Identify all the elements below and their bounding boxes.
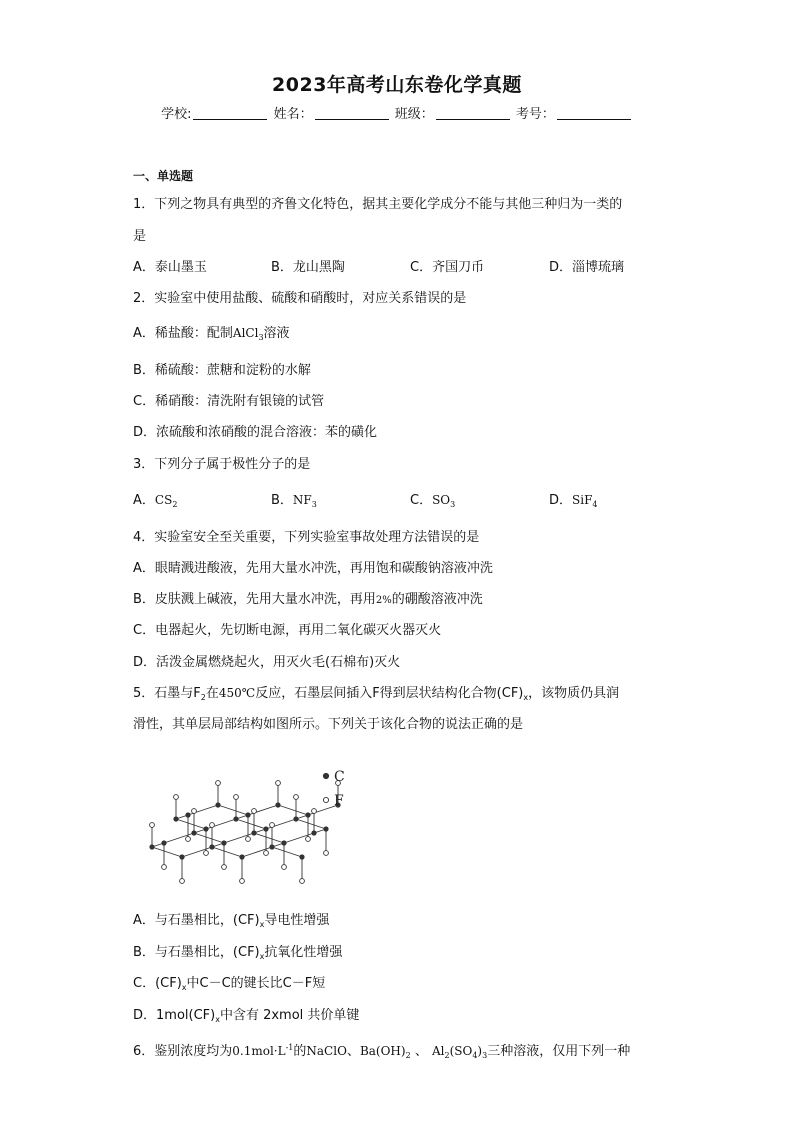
legend-f-dot xyxy=(323,797,328,802)
carbon-atom xyxy=(203,826,208,831)
q3-option-b[interactable]: B．$NF_3$ xyxy=(271,493,317,509)
fluorine-atom xyxy=(180,879,185,884)
carbon-atom xyxy=(149,844,154,849)
fluorine-atom xyxy=(324,851,329,856)
q6-stem: 6．鉴别浓度均为$0.1mol\cdot L^{-1}$的NaClO、$Ba(OH)_2$ 、 $Al_2(SO_4)_3$三种溶液，仅用下列一种 xyxy=(133,1043,631,1060)
fluorine-atom xyxy=(192,809,197,814)
fluorine-atom xyxy=(234,795,239,800)
carbon-atom xyxy=(185,812,190,817)
bond-line xyxy=(194,833,224,843)
carbon-atom xyxy=(305,812,310,817)
q5-option-d[interactable]: D．$1mol(CF)_x$中含有 2xmol 共价单键 xyxy=(133,1008,360,1024)
q2-stem: 2．实验室中使用盐酸、硫酸和硝酸时，对应关系错误的是 xyxy=(133,291,467,306)
q4-option-a[interactable]: A．眼睛溅进酸液，先用大量水冲洗，再用饱和碳酸钠溶液冲洗 xyxy=(133,561,493,576)
q2-a-text: A．稀盐酸：配制 xyxy=(133,326,233,341)
student-info-row xyxy=(0,103,794,122)
fluorine-atom xyxy=(306,837,311,842)
q1-option-c[interactable]: C．齐国刀币 xyxy=(410,260,485,275)
fluorine-atom xyxy=(210,823,215,828)
name-blank[interactable] xyxy=(315,107,389,120)
carbon-atom xyxy=(323,826,328,831)
fluorine-atom xyxy=(222,865,227,870)
school-blank[interactable] xyxy=(193,107,267,120)
legend-c-label: C xyxy=(334,769,345,785)
fluorine-atom xyxy=(282,865,287,870)
fluorine-atom xyxy=(312,809,317,814)
q5-stem-line2: 滑性，其单层局部结构如图所示。下列关于该化合物的说法正确的是 xyxy=(133,717,524,732)
q2-option-b[interactable]: B．稀硫酸：蔗糖和淀粉的水解 xyxy=(133,363,311,378)
carbon-atom xyxy=(209,844,214,849)
carbon-atom xyxy=(173,816,178,821)
q3-option-c[interactable]: C．$SO_3$ xyxy=(410,493,456,509)
fluorine-atom xyxy=(252,809,257,814)
carbon-atom xyxy=(251,830,256,835)
section-heading: 一、单选题 xyxy=(133,169,194,183)
carbon-atom xyxy=(263,826,268,831)
fluorine-atom xyxy=(264,851,269,856)
carbon-atom xyxy=(269,844,274,849)
carbon-atom xyxy=(215,802,220,807)
legend-f-label: F xyxy=(334,793,344,809)
q3-option-d[interactable]: D．SiF$_4$ xyxy=(549,493,598,509)
q1-option-d[interactable]: D．淄博琉璃 xyxy=(549,260,625,275)
q2-option-a[interactable] xyxy=(133,322,290,342)
carbon-atom xyxy=(311,830,316,835)
structure-diagram xyxy=(140,760,370,890)
fluorine-atom xyxy=(300,879,305,884)
bond-line xyxy=(218,805,248,815)
page-title: 2023年高考山东卷化学真题 xyxy=(272,74,522,96)
fluorine-atom xyxy=(150,823,155,828)
q2-a-suffix: 溶液 xyxy=(263,326,290,341)
legend-c-dot xyxy=(323,773,328,778)
number-label: 考号： xyxy=(515,107,555,122)
carbon-atom xyxy=(179,854,184,859)
q4-option-d[interactable]: D．活泼金属燃烧起火，用灭火毛(石棉布)灭火 xyxy=(133,655,401,670)
fluorine-atom xyxy=(240,879,245,884)
fluorine-atom xyxy=(216,781,221,786)
carbon-atom xyxy=(233,816,238,821)
fluorine-atom xyxy=(276,781,281,786)
q5-stem-line1: 5．石墨与$F_2$在450℃反应，石墨层间插入F得到层状结构化合物$(CF)_x$，该物质仍具润 xyxy=(133,686,620,702)
name-label: 姓名： xyxy=(273,107,313,122)
q5-option-c[interactable]: C．$(CF)_x$中C－C的键长比C－F短 xyxy=(133,976,326,992)
fluorine-atom xyxy=(162,865,167,870)
carbon-atom xyxy=(161,840,166,845)
number-blank[interactable] xyxy=(557,107,631,120)
class-label: 班级： xyxy=(394,107,434,122)
bond-line xyxy=(272,847,302,857)
q2-option-d[interactable]: D．浓硫酸和浓硝酸的混合溶液：苯的磺化 xyxy=(133,425,378,440)
carbon-atom xyxy=(281,840,286,845)
q4-stem: 4．实验室安全至关重要，下列实验室事故处理方法错误的是 xyxy=(133,530,480,545)
q1-option-a[interactable]: A．泰山墨玉 xyxy=(133,260,207,275)
fluorine-atom xyxy=(204,851,209,856)
fluorine-atom xyxy=(186,837,191,842)
fluorine-atom xyxy=(174,795,179,800)
bond-line xyxy=(254,833,284,843)
fluorine-atom xyxy=(270,823,275,828)
bond-line xyxy=(152,847,182,857)
q2-a-formula: AlCl$_3$ xyxy=(232,326,264,342)
q3-stem: 3．下列分子属于极性分子的是 xyxy=(133,457,311,472)
bond-line xyxy=(278,805,308,815)
graphite-fluoride-structure-figure xyxy=(140,760,370,890)
q5-option-a[interactable]: A．与石墨相比，$(CF)_x$导电性增强 xyxy=(133,913,330,929)
carbon-atom xyxy=(221,840,226,845)
q2-option-c[interactable]: C．稀硝酸：清洗附有银镜的试管 xyxy=(133,394,325,409)
carbon-atom xyxy=(275,802,280,807)
school-label: 学校: xyxy=(161,107,192,122)
q1-option-b[interactable]: B．龙山黑陶 xyxy=(271,260,345,275)
bond-line xyxy=(296,819,326,829)
q5-option-b[interactable]: B．与石墨相比，$(CF)_x$抗氧化性增强 xyxy=(133,945,343,961)
q3-option-a[interactable]: A．$CS_2$ xyxy=(133,493,178,509)
bond-line xyxy=(176,819,206,829)
q1-stem-line2: 是 xyxy=(133,229,147,244)
class-blank[interactable] xyxy=(436,107,510,120)
carbon-atom xyxy=(245,812,250,817)
q4-option-c[interactable]: C．电器起火，先切断电源，再用二氧化碳灭火器灭火 xyxy=(133,623,442,638)
carbon-atom xyxy=(239,854,244,859)
bond-line xyxy=(236,819,266,829)
carbon-atom xyxy=(293,816,298,821)
q1-stem-line1: 1．下列之物具有典型的齐鲁文化特色，据其主要化学成分不能与其他三种归为一类的 xyxy=(133,197,623,212)
bond-line xyxy=(212,847,242,857)
q4-option-b[interactable]: B．皮肤溅上碱液，先用大量水冲洗，再用2%的硼酸溶液冲洗 xyxy=(133,592,483,607)
fluorine-atom xyxy=(246,837,251,842)
fluorine-atom xyxy=(294,795,299,800)
carbon-atom xyxy=(191,830,196,835)
carbon-atom xyxy=(299,854,304,859)
